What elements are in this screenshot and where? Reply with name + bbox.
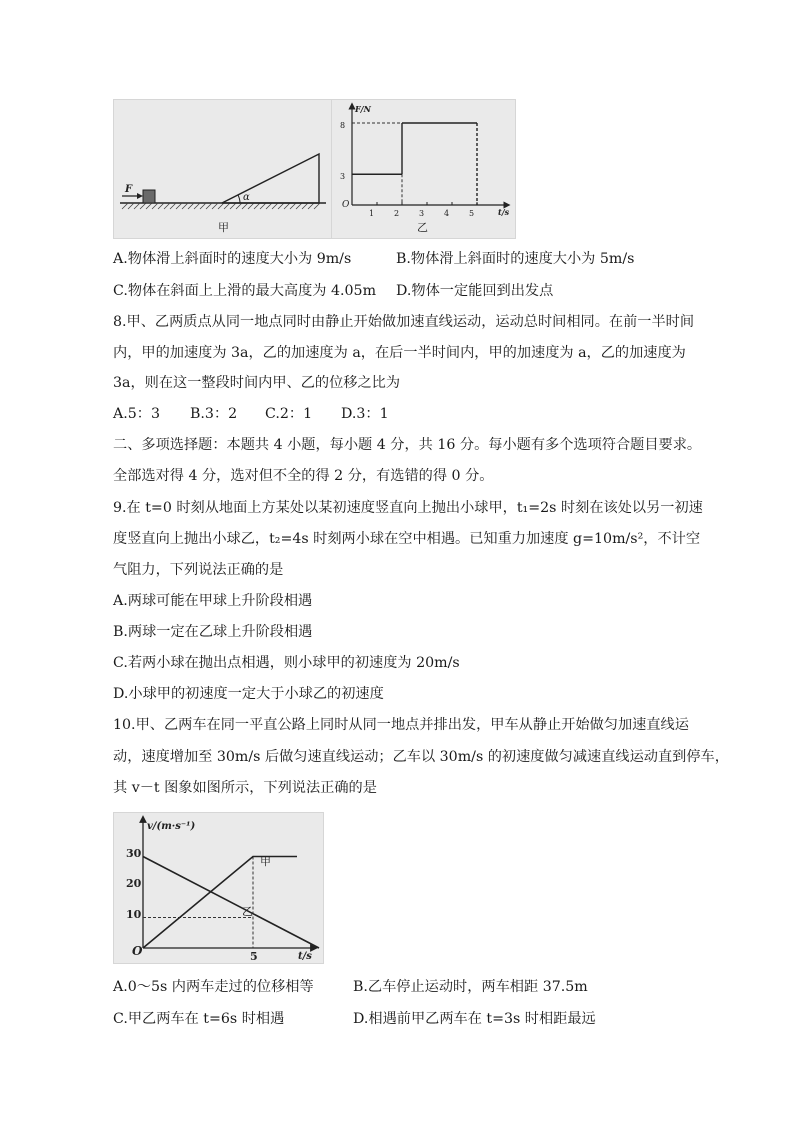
q9-stem-line-3: 气阻力，下列说法正确的是 xyxy=(113,562,284,578)
x-tick-4: 4 xyxy=(444,209,450,218)
q8-option-d: D.3：1 xyxy=(341,406,389,422)
q8-option-b: B.3：2 xyxy=(190,406,238,422)
q10-option-d: D.相遇前甲乙两车在 t=3s 时相距最远 xyxy=(353,1011,596,1027)
q7-option-c: C.物体在斜面上上滑的最大高度为 4.05m xyxy=(113,283,377,299)
caption-yi: 乙 xyxy=(417,221,428,234)
vt-y-axis-label: v/(m·s⁻¹) xyxy=(147,821,196,832)
vt-y-tick-20: 20 xyxy=(126,877,142,890)
q7-option-b: B.物体滑上斜面时的速度大小为 5m/s xyxy=(396,251,635,267)
series-line-yi xyxy=(143,857,319,949)
vt-x-tick-5: 5 xyxy=(250,950,258,963)
x-tick-1: 1 xyxy=(369,209,375,218)
figure-jia xyxy=(113,99,333,239)
figure-yi xyxy=(331,99,516,239)
x-tick-2: 2 xyxy=(394,209,400,218)
q10-stem-line-3: 其 v－t 图象如图所示，下列说法正确的是 xyxy=(113,780,377,796)
y-axis-label: F/N xyxy=(355,104,371,114)
q9-option-b: B.两球一定在乙球上升阶段相遇 xyxy=(113,624,313,640)
q9-stem-line-2: 度竖直向上抛出小球乙，t₂=4s 时刻两小球在空中相遇。已知重力加速度 g=10m/s²，不计空 xyxy=(113,531,701,547)
origin-label: O xyxy=(342,200,350,210)
q9-option-a: A.两球可能在甲球上升阶段相遇 xyxy=(113,593,313,609)
incline xyxy=(222,154,319,203)
x-axis-label: t/s xyxy=(498,207,510,217)
q10-option-a: A.0～5s 内两车走过的位移相等 xyxy=(113,979,314,995)
force-label: F xyxy=(125,184,133,195)
q10-option-b: B.乙车停止运动时，两车相距 37.5m xyxy=(353,979,588,995)
q9-option-c: C.若两小球在抛出点相遇，则小球甲的初速度为 20m/s xyxy=(113,655,460,671)
q7-option-a: A.物体滑上斜面时的速度大小为 9m/s xyxy=(113,251,352,267)
y-tick-3: 3 xyxy=(340,172,346,181)
q9-option-d: D.小球甲的初速度一定大于小球乙的初速度 xyxy=(113,686,384,702)
caption-jia: 甲 xyxy=(218,221,229,234)
vt-y-tick-10: 10 xyxy=(126,908,142,921)
q8-stem-line-3: 3a，则在这一整段时间内甲、乙的位移之比为 xyxy=(113,375,401,391)
velocity-time-graph xyxy=(114,813,323,963)
q8-stem-line-2: 内，甲的加速度为 3a，乙的加速度为 a，在后一半时间内，甲的加速度为 a，乙的加速度为 xyxy=(113,345,686,361)
angle-label: α xyxy=(243,192,250,203)
force-time-graph xyxy=(332,100,515,238)
y-tick-8: 8 xyxy=(340,121,346,130)
x-tick-3: 3 xyxy=(419,209,425,218)
vt-graph-box xyxy=(113,812,324,964)
vt-label-yi: 乙 xyxy=(242,905,253,918)
block xyxy=(143,190,155,203)
section2-header-line-1: 二、多项选择题：本题共 4 小题，每小题 4 分，共 16 分。每小题有多个选项符合题目要求。 xyxy=(113,437,702,453)
incline-diagram xyxy=(114,100,332,238)
vt-y-tick-30: 30 xyxy=(126,847,142,860)
vt-label-jia: 甲 xyxy=(260,855,271,868)
q10-stem-line-1: 10.甲、乙两车在同一平直公路上同时从同一地点并排出发，甲车从静止开始做匀加速直线运 xyxy=(113,717,689,733)
q10-stem-line-2: 动，速度增加至 30m/s 后做匀速直线运动；乙车以 30m/s 的初速度做匀减速直线运动直到停车， xyxy=(113,749,729,765)
vt-origin-label: O xyxy=(132,944,143,958)
q9-stem-line-1: 9.在 t=0 时刻从地面上方某处以某初速度竖直向上抛出小球甲，t₁=2s 时刻在该处以另一初速 xyxy=(113,500,703,516)
series-line-jia xyxy=(143,857,297,949)
q8-option-a: A.5：3 xyxy=(113,406,160,422)
vt-x-axis-label: t/s xyxy=(298,951,312,962)
q10-option-c: C.甲乙两车在 t=6s 时相遇 xyxy=(113,1011,285,1027)
x-tick-5: 5 xyxy=(469,209,475,218)
q7-option-d: D.物体一定能回到出发点 xyxy=(396,283,554,299)
section2-header-line-2: 全部选对得 4 分，选对但不全的得 2 分，有选错的得 0 分。 xyxy=(113,468,494,484)
q8-stem-line-1: 8.甲、乙两质点从同一地点同时由静止开始做加速直线运动，运动总时间相同。在前一半时间 xyxy=(113,314,695,330)
q8-option-c: C.2：1 xyxy=(265,406,313,422)
